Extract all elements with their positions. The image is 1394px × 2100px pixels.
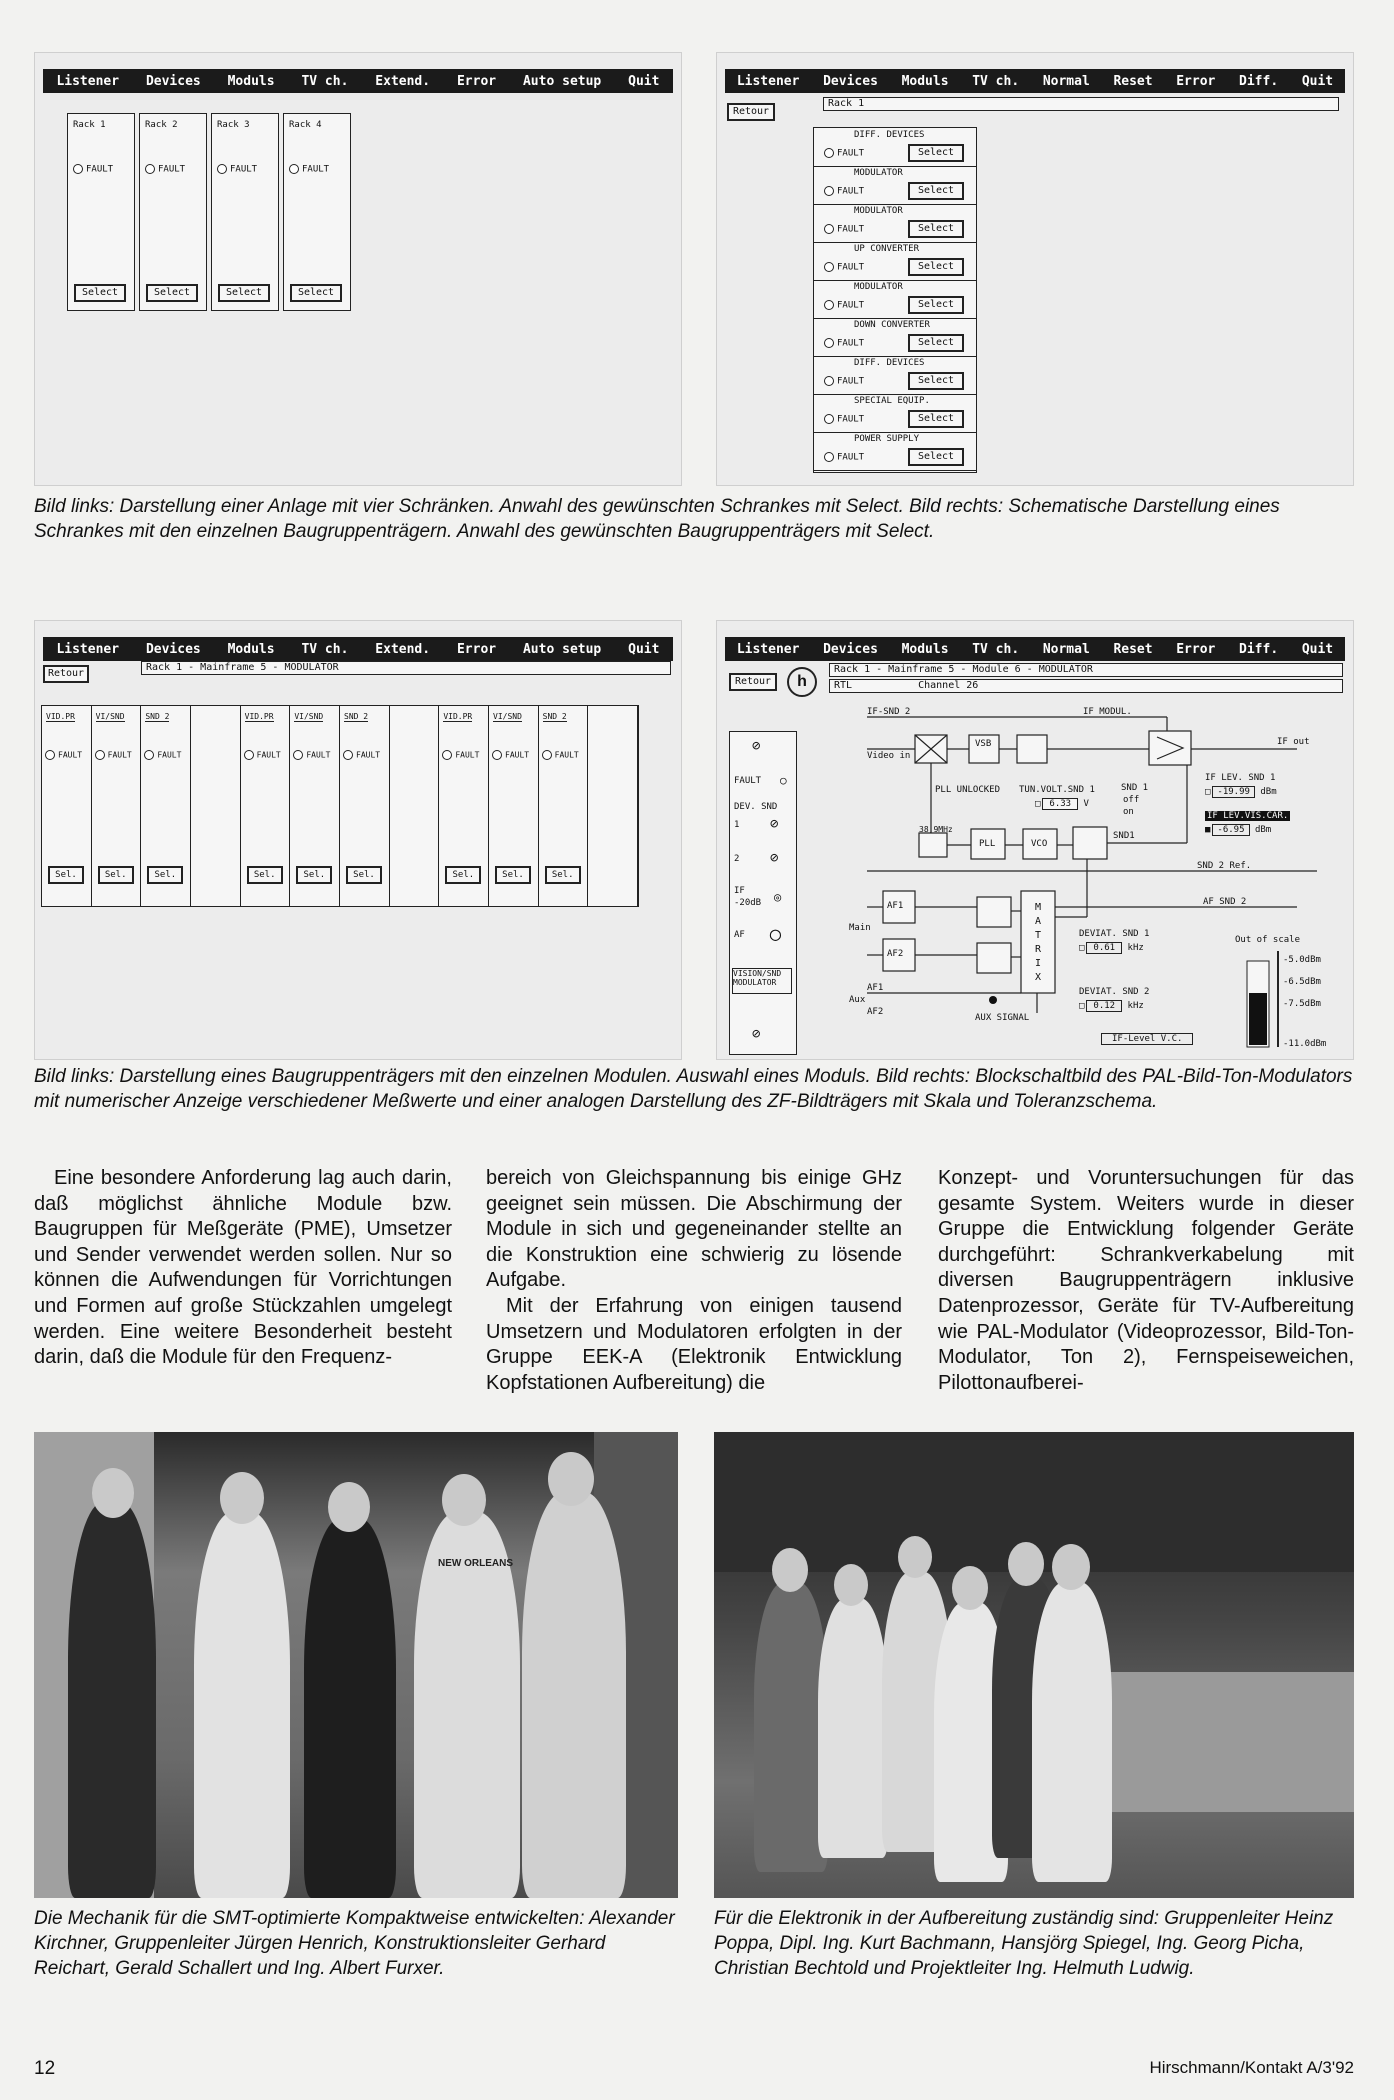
select-button[interactable]: Select: [146, 284, 198, 302]
deviat-snd1-readout: □ 0.61 kHz: [1079, 943, 1144, 953]
paragraph: Mit der Erfahrung von einigen tausend Umsetzern und Modulatoren erfolgten in der Gruppe EEK-A (Elektronik Entwicklung Kopfstationen Aufbereitung) die: [486, 1294, 902, 1394]
module-name: VID.PR: [244, 712, 274, 721]
select-button[interactable]: Sel.: [545, 866, 581, 884]
rack-4[interactable]: [283, 113, 351, 311]
select-button[interactable]: Select: [74, 284, 126, 302]
module-slot[interactable]: [290, 706, 340, 906]
if-out-label: IF out: [1277, 737, 1310, 747]
fault-indicator: FAULT: [293, 750, 330, 760]
fault-led-icon: [542, 750, 552, 760]
scale-mark: -5.0dBm: [1283, 955, 1321, 965]
caption-top: Bild links: Darstellung einer Anlage mit vier Schränken. Anwahl des gewünschten Schrankes mit Select. Bild rechts: Schematische Darstellung eines Schrankes mit den einzelnen Baugruppenträgern. Anwahl des gewünschten Baugruppenträgers mit Select.: [34, 496, 1280, 542]
mainframe-name: MODULATOR: [854, 206, 903, 216]
fault-indicator: FAULT: [824, 338, 864, 349]
menu-bar: [43, 637, 673, 661]
modulator-block-diagram-screen: [716, 620, 1354, 1060]
fault-led-icon: [824, 414, 834, 424]
select-button[interactable]: Select: [908, 372, 964, 390]
menu-devices[interactable]: Devices: [145, 641, 201, 657]
mainframe-slot[interactable]: [814, 318, 976, 357]
rack-3[interactable]: [211, 113, 279, 311]
fault-led-icon: [442, 750, 452, 760]
menu-moduls[interactable]: Moduls: [227, 73, 275, 89]
mainframe-name: POWER SUPPLY: [854, 434, 920, 444]
main-input-label: Main: [849, 923, 871, 933]
pll-block: PLL: [979, 839, 996, 849]
aux-af2-label: AF2: [867, 1007, 884, 1017]
menu-quit[interactable]: Quit: [628, 73, 660, 89]
module-name: VI/SND: [95, 712, 125, 721]
fault-indicator: FAULT: [824, 414, 864, 425]
rack-label: Rack 1: [73, 120, 106, 130]
menu-diff[interactable]: Diff.: [1239, 73, 1279, 89]
fault-led-icon: [145, 164, 155, 174]
fault-indicator: FAULT: [824, 300, 864, 311]
menu-moduls[interactable]: Moduls: [227, 641, 275, 657]
module-slot[interactable]: [489, 706, 539, 906]
page-number: 12: [34, 2058, 56, 2079]
fault-led-icon: [343, 750, 353, 760]
module-slot[interactable]: [141, 706, 191, 906]
select-button[interactable]: Select: [908, 448, 964, 466]
body-column-3: [938, 1166, 1354, 1396]
fault-led-icon: [293, 750, 303, 760]
select-button[interactable]: Sel.: [346, 866, 382, 884]
af-label: AF: [734, 930, 745, 940]
menu-devices[interactable]: Devices: [823, 73, 878, 89]
if-modul-label: IF MODUL.: [1083, 707, 1132, 717]
dev-snd-label: DEV. SND: [734, 802, 778, 812]
select-button[interactable]: Sel.: [147, 866, 183, 884]
select-button[interactable]: Sel.: [296, 866, 332, 884]
module-name: SND 2: [344, 712, 369, 721]
photo-mechanics-team: [34, 1432, 678, 1898]
mainframe-name: UP CONVERTER: [854, 244, 920, 254]
fault-indicator: FAULT: [824, 376, 864, 387]
select-button[interactable]: Select: [908, 182, 964, 200]
module-slot[interactable]: [439, 706, 489, 906]
paragraph: Eine besondere Anforderung lag auch darin, daß möglichst ähnliche Module bzw. Baugruppen für Meßgeräte (PME), Umsetzer und Sender verwendet werden sollen. Nur so können die Aufwendungen für Vorrichtungen und Formen auf große Stückzahlen umgelegt werden. Eine weitere Besonderheit besteht darin, daß die Module für den Frequenz-: [34, 1167, 452, 1369]
fault-led-icon: [824, 300, 834, 310]
if-label: IF: [734, 886, 745, 896]
photo-electronics-team: [714, 1432, 1354, 1898]
matrix-letter: I: [1034, 958, 1042, 969]
menu-tv-ch[interactable]: TV ch.: [972, 641, 1020, 657]
menu-quit[interactable]: Quit: [1301, 641, 1334, 657]
body-column-1: [34, 1166, 452, 1371]
video-in-label: Video in: [867, 751, 911, 761]
module-title: Rack 1 - Mainframe 5 - Module 6 - MODULATOR: [829, 663, 1343, 677]
if-snd2-label: IF-SND 2: [867, 707, 911, 717]
fault-indicator: FAULT: [144, 750, 181, 760]
module-name-plate: VISION/SND MODULATOR: [732, 968, 792, 994]
dev-snd-1-label: 1: [734, 820, 740, 830]
fault-led-icon: [824, 452, 834, 462]
snd1-switch-on[interactable]: on: [1123, 807, 1134, 817]
fault-indicator: FAULT: [824, 148, 864, 159]
fault-indicator: FAULT: [217, 164, 257, 175]
aux-af1-label: AF1: [867, 983, 884, 993]
rack-label: Rack 4: [289, 120, 322, 130]
aux-input-label: Aux: [849, 995, 866, 1005]
menu-reset[interactable]: Reset: [1113, 73, 1153, 89]
if-lev-snd1-label: IF LEV. SND 1: [1205, 773, 1276, 783]
rack-label: Rack 2: [145, 120, 178, 130]
menu-extend[interactable]: Extend.: [375, 73, 431, 89]
module-slot[interactable]: [92, 706, 142, 906]
mainframe-slot[interactable]: [814, 128, 976, 167]
back-button[interactable]: Retour: [729, 673, 777, 691]
dev-snd-2-label: 2: [734, 854, 740, 864]
mainframe-list: [813, 127, 977, 473]
fault-led-icon: ○: [780, 774, 787, 787]
select-button[interactable]: Sel.: [98, 866, 134, 884]
rack-1[interactable]: [67, 113, 135, 311]
mainframe-name: SPECIAL EQUIP.: [854, 396, 930, 406]
select-button[interactable]: Sel.: [48, 866, 84, 884]
menu-extend[interactable]: Extend.: [375, 641, 431, 657]
select-button[interactable]: Select: [908, 144, 964, 162]
fault-indicator: FAULT: [73, 164, 113, 175]
menu-listener[interactable]: Listener: [56, 641, 120, 657]
menu-tv-ch[interactable]: TV ch.: [301, 73, 349, 89]
menu-moduls[interactable]: Moduls: [901, 73, 949, 89]
fault-led-icon: [824, 186, 834, 196]
if-level-label: -20dB: [734, 898, 762, 908]
if-lev-vis-label: IF LEV.VIS.CAR.: [1207, 811, 1289, 821]
menu-moduls[interactable]: Moduls: [901, 641, 949, 657]
menu-bar: [725, 69, 1345, 93]
fault-indicator: FAULT: [824, 224, 864, 235]
snd1-switch-label: SND 1: [1121, 783, 1149, 793]
menu-error[interactable]: Error: [1176, 641, 1216, 657]
menu-listener[interactable]: Listener: [736, 73, 800, 89]
matrix-block: [1033, 901, 1043, 985]
select-button[interactable]: Select: [908, 296, 964, 314]
af-socket-icon: ◯: [770, 924, 781, 945]
caption-middle: Bild links: Darstellung eines Baugruppenträgers mit den einzelnen Modulen. Auswahl eines Moduls. Bild rechts: Blockschaltbild des PAL-Bild-Ton-Modulators mit numerischer Anzeige verschiedener Meßwerte und einer analogen Darstellung des ZF-Bildträgers mit Skala und Toleranzschema.: [34, 1066, 1353, 1112]
fault-indicator: FAULT: [145, 164, 185, 175]
fault-indicator: FAULT: [289, 164, 329, 175]
menu-listener[interactable]: Listener: [56, 73, 120, 89]
tun-volt-label: TUN.VOLT.SND 1: [1019, 785, 1095, 795]
module-slot[interactable]: [340, 706, 390, 906]
mainframe-slot[interactable]: [814, 204, 976, 243]
fault-led-icon: [95, 750, 105, 760]
fault-led-icon: [492, 750, 502, 760]
publication-name: Hirschmann/Kontakt A/3'92: [1149, 2058, 1354, 2077]
mainframe-slot[interactable]: [814, 356, 976, 395]
fault-led-icon: [824, 262, 834, 272]
select-button[interactable]: Select: [908, 410, 964, 428]
fault-indicator: FAULT: [244, 750, 281, 760]
snd1-label: SND1: [1113, 831, 1135, 841]
module-name: VID.PR: [46, 712, 75, 721]
module-name: SND 2: [542, 712, 567, 721]
scale-mark: -7.5dBm: [1283, 999, 1321, 1009]
mainframe-slot[interactable]: [814, 432, 976, 471]
mainframe-title: Rack 1 - Mainframe 5 - MODULATOR: [141, 661, 671, 675]
fault-label: FAULT: [734, 776, 762, 786]
menu-reset[interactable]: Reset: [1113, 641, 1153, 657]
mainframe-name: DIFF. DEVICES: [854, 358, 925, 368]
menu-devices[interactable]: Devices: [145, 73, 201, 89]
rack-2[interactable]: [139, 113, 207, 311]
trim-pot-icon[interactable]: ⊘: [770, 850, 779, 866]
matrix-letter: M: [1034, 902, 1042, 913]
af-snd2-label: AF SND 2: [1203, 897, 1247, 907]
module-name: VID.PR: [443, 712, 473, 721]
matrix-letter: R: [1034, 944, 1042, 955]
back-button[interactable]: Retour: [43, 665, 89, 683]
fault-indicator: FAULT: [824, 186, 864, 197]
if-level-vc-label: IF-Level V.C.: [1101, 1033, 1193, 1045]
mainframe-slot[interactable]: [814, 166, 976, 205]
tshirt-print: NEW ORLEANS: [438, 1558, 513, 1569]
fault-indicator: FAULT: [343, 750, 380, 760]
module-name: VI/SND: [294, 712, 324, 721]
scale-mark: -6.5dBm: [1283, 977, 1321, 987]
menu-auto-setup[interactable]: Auto setup: [522, 73, 602, 89]
fault-led-icon: [824, 376, 834, 386]
matrix-letter: T: [1034, 930, 1042, 941]
if-lev-vis-readout: ■ -6.95 dBm: [1205, 825, 1272, 835]
vco-block: VCO: [1031, 839, 1048, 849]
fault-led-icon: [824, 148, 834, 158]
menu-quit[interactable]: Quit: [628, 641, 660, 657]
select-button[interactable]: Select: [218, 284, 270, 302]
fault-indicator: FAULT: [442, 750, 479, 760]
menu-bar: [43, 69, 673, 93]
out-of-scale-label: Out of scale: [1235, 935, 1301, 945]
module-name: VI/SND: [493, 712, 522, 721]
af1-label: AF1: [887, 901, 904, 911]
menu-error[interactable]: Error: [1176, 73, 1216, 89]
menu-listener[interactable]: Listener: [736, 641, 800, 657]
select-button[interactable]: Sel.: [495, 866, 531, 884]
mainframe-name: DIFF. DEVICES: [854, 130, 925, 140]
select-button[interactable]: Select: [290, 284, 342, 302]
module-slot[interactable]: [42, 706, 92, 906]
vsb-filter: VSB: [975, 739, 992, 749]
menu-error[interactable]: Error: [456, 641, 497, 657]
select-button[interactable]: Select: [908, 334, 964, 352]
if-lev-snd1-readout: □ -19.99 dBm: [1205, 787, 1277, 797]
paragraph: Konzept- und Voruntersuchungen für das gesamte System. Weiters wurde in dieser Gruppe die Entwicklung folgender Geräte durchgeführt: Schrankverkabelung mit diversen Baugruppenträgern inklusive Datenprozessor, Geräte für TV-Aufbereitung wie PAL-Modulator (Videoprozessor, Bild-Ton-Modulator, Ton 2), Fernspeiseweichen, Pilottonaufberei-: [938, 1167, 1354, 1394]
matrix-letter: A: [1034, 916, 1042, 927]
fault-led-icon: [289, 164, 299, 174]
menu-tv-ch[interactable]: TV ch.: [972, 73, 1020, 89]
fault-led-icon: [244, 750, 254, 760]
photo-right-caption: Für die Elektronik in der Aufbereitung zuständig sind: Gruppenleiter Heinz Poppa, Dipl. Ing. Kurt Bachmann, Hansjörg Spiegel, Ing. Georg Picha, Christian Bechtold und Projektleiter Ing. Helmuth Ludwig.: [714, 1908, 1334, 1979]
menu-devices[interactable]: Devices: [823, 641, 878, 657]
fault-led-icon: [217, 164, 227, 174]
fault-led-icon: [73, 164, 83, 174]
body-column-2: [486, 1166, 902, 1396]
menu-tv-ch[interactable]: TV ch.: [301, 641, 349, 657]
mainframe-slot[interactable]: [814, 280, 976, 319]
fault-led-icon: [824, 338, 834, 348]
pll-unlocked-label: PLL UNLOCKED: [935, 785, 1001, 795]
hirschmann-logo: h: [787, 667, 817, 697]
module-name: SND 2: [145, 712, 170, 721]
menu-normal[interactable]: Normal: [1042, 641, 1090, 657]
rack-title: Rack 1: [823, 97, 1339, 111]
mainframe-name: MODULATOR: [854, 168, 903, 178]
fault-indicator: FAULT: [45, 750, 82, 760]
fault-indicator: FAULT: [492, 750, 529, 760]
menu-auto-setup[interactable]: Auto setup: [522, 641, 602, 657]
select-button[interactable]: Select: [908, 258, 964, 276]
crystal-oscillator: 38,9MHz: [919, 825, 953, 834]
aux-signal-label: AUX SIGNAL: [975, 1013, 1030, 1023]
fault-led-icon: [824, 224, 834, 234]
rack-detail-screen: [716, 52, 1354, 486]
deviat-snd2-readout: □ 0.12 kHz: [1079, 1001, 1144, 1011]
screw-icon: ⊘: [752, 738, 761, 754]
module-slot[interactable]: [539, 706, 589, 906]
back-button[interactable]: Retour: [727, 103, 775, 121]
module-slot: [390, 706, 440, 906]
trim-pot-icon[interactable]: ⊘: [770, 816, 779, 832]
menu-quit[interactable]: Quit: [1301, 73, 1334, 89]
scale-mark: -11.0dBm: [1283, 1039, 1327, 1049]
module-slot: [588, 706, 638, 906]
tun-volt-readout: □ 6.33 V: [1035, 799, 1089, 809]
matrix-letter: X: [1034, 972, 1042, 983]
mainframe-screen: [34, 620, 682, 1060]
fault-indicator: FAULT: [824, 452, 864, 463]
test-socket-icon: ◎: [774, 890, 782, 904]
paragraph: bereich von Gleichspannung bis einige GHz geeignet sein müssen. Die Abschirmung der Module in sich und gegeneinander stellte an die Konstruktion eine schwierig zu lösende Aufgabe.: [486, 1167, 902, 1292]
menu-error[interactable]: Error: [456, 73, 497, 89]
deviat-snd1-label: DEVIAT. SND 1: [1079, 929, 1150, 939]
fault-indicator: FAULT: [95, 750, 132, 760]
menu-diff[interactable]: Diff.: [1239, 641, 1279, 657]
channel-number: Channel 26: [918, 680, 979, 691]
mainframe-name: MODULATOR: [854, 282, 903, 292]
fault-indicator: FAULT: [824, 262, 864, 273]
module-slot: [191, 706, 241, 906]
select-button[interactable]: Sel.: [445, 866, 481, 884]
menu-normal[interactable]: Normal: [1042, 73, 1090, 89]
fault-indicator: FAULT: [542, 750, 579, 760]
rack-overview-screen: [34, 52, 682, 486]
deviat-snd2-label: DEVIAT. SND 2: [1079, 987, 1150, 997]
fault-led-icon: [144, 750, 154, 760]
snd1-switch-off[interactable]: off: [1123, 795, 1140, 805]
rack-label: Rack 3: [217, 120, 250, 130]
snd2-ref-label: SND 2 Ref.: [1197, 861, 1252, 871]
select-button[interactable]: Sel.: [247, 866, 283, 884]
screw-icon: ⊘: [752, 1026, 761, 1042]
channel-station: RTL: [834, 680, 853, 691]
mainframe-name: DOWN CONVERTER: [854, 320, 930, 330]
mainframe-slot[interactable]: [814, 242, 976, 281]
mainframe-slot[interactable]: [814, 394, 976, 433]
select-button[interactable]: Select: [908, 220, 964, 238]
fault-led-icon: [45, 750, 55, 760]
photo-left-caption: Die Mechanik für die SMT-optimierte Kompaktweise entwickelten: Alexander Kirchner, Gruppenleiter Jürgen Henrich, Konstruktionsleiter Gerhard Reichart, Gerald Schallert und Ing. Albert Furxer.: [34, 1908, 675, 1979]
af2-label: AF2: [887, 949, 904, 959]
module-row: [41, 705, 639, 907]
module-slot[interactable]: [241, 706, 291, 906]
